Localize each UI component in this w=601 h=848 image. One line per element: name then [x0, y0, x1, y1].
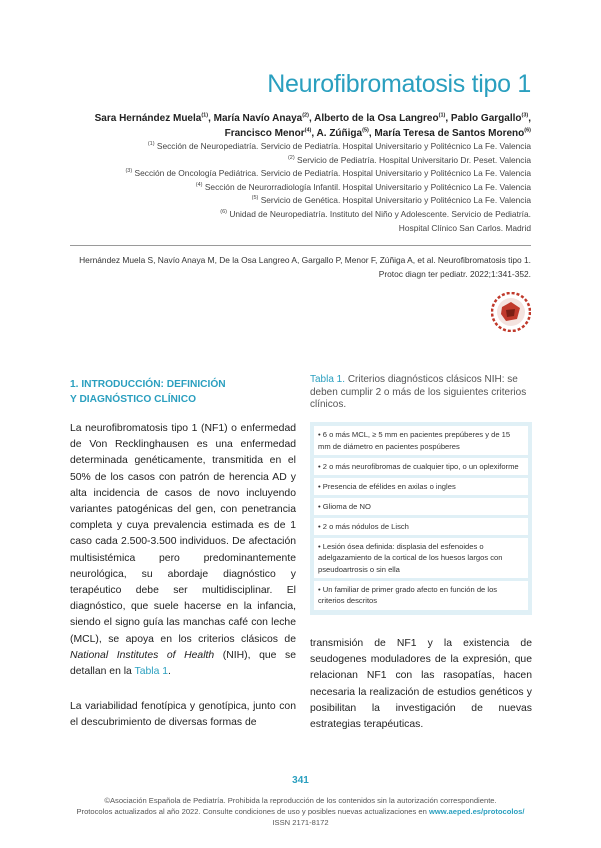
author: Sara Hernández Muela$^{(1)}$, — [94, 112, 214, 124]
affiliation: Hospital Clínico San Carlos. Madrid — [398, 222, 531, 233]
author-list — [61, 112, 531, 141]
author: Pablo Gargallo$^{(3)}$, — [450, 112, 531, 124]
table-row: • 2 o más nódulos de Lisch — [314, 518, 528, 536]
table-row: • Presencia de efélides en axilas o ingles — [314, 478, 528, 496]
affiliation: $^{(2)}$ Servicio de Pediatría. Hospital Universitario Dr. Peset. Valencia — [287, 154, 531, 165]
page-number: 341 — [292, 775, 309, 786]
affiliation: $^{(6)}$ Unidad de Neuropediatría. Instituto del Niño y Adolescente. Servicio de Pediatría. — [220, 208, 531, 219]
author: Francisco Menor$^{(4)}$, — [224, 127, 317, 139]
footer: ©Asociación Española de Pediatría. Prohibida la reproducción de los contenidos sin la autorización correspondiente. Protocolos actualizados al año 2022. Consulte condiciones de uso y posibles nuevas actualizaciones en www.aeped.es/protocolos/ ISSN 2171-8172 — [76, 796, 525, 827]
affiliations — [61, 140, 531, 235]
author: Alberto de la Osa Langreo$^{(1)}$, — [314, 112, 451, 124]
citation-line: Hernández Muela S, Navío Anaya M, De la Osa Langreo A, Gargallo P, Menor F, Zúñiga A, et al. Neurofibromatosis tipo 1. — [79, 255, 531, 265]
table-row: • Glioma de NO — [314, 498, 528, 516]
table-1-link[interactable]: Tabla 1 — [134, 666, 169, 678]
intro-paragraph: La neurofibromatosis tipo 1 (NF1) o enfermedad de Von Recklinghausen es una enfermedad determinada genéticamente, transmitida en el 50% de los casos con patrón de herencia AD y alta incidencia de casos de novo incluyendo variantes patogénicas del gen, con penetrancia completa y cuya prevalencia estimada es de 1 caso cada 2.500-3.500 individuos. De afectación multisistémica pero predominantemente neurológica, su abordaje diagnóstico y terapéutico debe ser multidisciplinar. El diagnóstico, que suele hacerse en la infancia, siendo el signo guía las manchas café con leche (MCL), se apoya en los criterios clásicos de National Institutes of Health (NIH), que se detallan en la Tabla 1. — [70, 423, 296, 678]
affiliation: $^{(1)}$ Sección de Neuropediatría. Servicio de Pediatría. Hospital Universitario y Politécnico La Fe. Valencia — [147, 141, 531, 151]
paragraph: La variabilidad fenotípica y genotípica, junto con el descubrimiento de diversas formas de — [70, 701, 296, 729]
table-caption: Tabla 1. Criterios diagnósticos clásicos NIH: se deben cumplir 2 o más de los siguientes criterios clínicos. — [310, 374, 527, 411]
citation-line: Protoc diagn ter pediatr. 2022;1:341-352. — [378, 269, 531, 279]
section-heading: 1. INTRODUCCIÓN: DEFINICIÓN Y DIAGNÓSTICO CLÍNICO — [70, 379, 226, 405]
header-divider — [70, 245, 531, 246]
protocols-link[interactable]: www.aeped.es/protocolos/ — [428, 807, 525, 816]
affiliation: $^{(3)}$ Sección de Oncología Pediátrica. Servicio de Pediatría. Hospital Universitario y Politécnico La Fe. Valencia — [125, 168, 531, 179]
criteria-table — [310, 422, 532, 615]
paragraph: transmisión de NF1 y la existencia de seudogenes moduladores de la expresión, que relacionan NF1 con las rasopatías, hacen necesaria la realización de estudios genéticos y posibilitan la investigación de nuevas estrategias terapéuticas. — [310, 638, 532, 731]
citation — [61, 253, 531, 281]
page-title: Neurofibromatosis tipo 1 — [267, 70, 531, 98]
author: María Navío Anaya$^{(2)}$, — [213, 112, 315, 124]
affiliation: $^{(5)}$ Servicio de Genética. Hospital Universitario y Politécnico La Fe. Valencia — [251, 195, 531, 206]
society-seal-icon — [491, 292, 531, 332]
author: María Teresa de Santos Moreno$^{(6)}$ — [374, 127, 531, 139]
table-row: • Lesión ósea definida: displasia del esfenoides o adelgazamiento de la cortical de los huesos largos con pseudoartrosis o sin ella — [314, 538, 528, 579]
table-label: Tabla 1. — [310, 374, 346, 385]
author: A. Zúñiga$^{(5)}$, — [316, 127, 375, 139]
affiliation: $^{(4)}$ Sección de Neurorradiología Infantil. Hospital Universitario y Politécnico La Fe. Valencia — [195, 181, 531, 192]
table-row: • 2 o más neurofibromas de cualquier tipo, o un oplexiforme — [314, 458, 528, 476]
table-row: • 6 o más MCL, ≥ 5 mm en pacientes prepúberes y de 15 mm de diámetro en pacientes pospúberes — [314, 426, 528, 455]
table-row: • Un familiar de primer grado afecto en función de los criterios descritos — [314, 581, 528, 610]
